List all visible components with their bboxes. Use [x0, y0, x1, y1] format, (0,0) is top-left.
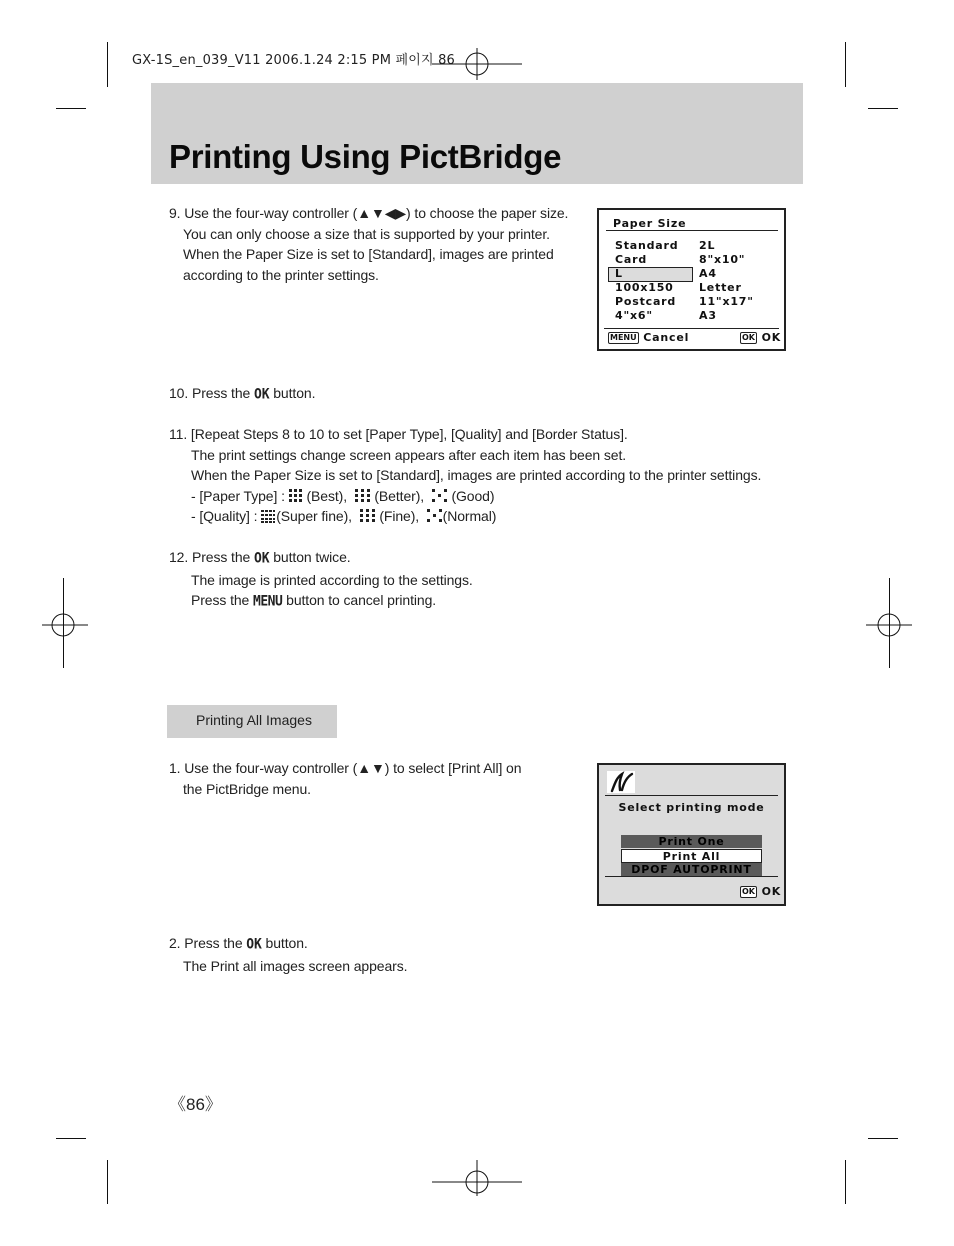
print-one-option[interactable]: Print One — [621, 835, 762, 848]
quality-good-icon — [432, 489, 448, 503]
print-all-step-1-line: the PictBridge menu. — [183, 780, 311, 797]
ok-control[interactable] — [740, 885, 781, 898]
paper-type-line — [169, 486, 761, 507]
paper-option[interactable]: Standard — [615, 239, 679, 252]
crop-mark — [107, 42, 108, 87]
page-number: 《86》 — [169, 1095, 222, 1114]
paper-option[interactable]: A4 — [699, 267, 717, 280]
print-all-step-2-line — [169, 933, 407, 956]
divider — [606, 230, 778, 231]
step-9-line: 9. Use the four-way controller (▲▼◀▶) to choose the paper size. — [169, 205, 569, 221]
step-12-text: button to cancel printing. — [282, 592, 437, 608]
step-10-text: button. — [269, 385, 316, 401]
print-slug: GX-1S_en_039_V11 2006.1.24 2:15 PM 페이지 86 — [132, 53, 456, 68]
printing-mode-screen — [597, 763, 786, 906]
step-10-text: 10. Press the — [169, 385, 254, 401]
paper-size-header: Paper Size — [613, 217, 687, 230]
dpof-autoprint-option[interactable]: DPOF AUTOPRINT — [621, 863, 762, 876]
select-mode-title: Select printing mode — [618, 801, 765, 814]
print-all-step-1-line: 1. Use the four-way controller (▲▼) to select [Print All] on — [169, 760, 522, 776]
crop-mark — [56, 1138, 86, 1139]
paper-option-selected[interactable]: L — [615, 267, 623, 280]
menu-button-icon: MENU — [610, 333, 637, 342]
print-all-step-2 — [169, 933, 407, 976]
cancel-control[interactable] — [608, 331, 689, 344]
step-12-line — [169, 547, 473, 570]
step-12-line — [169, 590, 473, 613]
step-11 — [169, 424, 761, 527]
quality-best-icon — [289, 489, 303, 503]
step-11-line: The print settings change screen appears after each item has been set. — [191, 446, 627, 463]
section-heading: Printing All Images — [196, 712, 312, 728]
pictbridge-logo-icon — [607, 771, 635, 793]
step-11-line: 11. [Repeat Steps 8 to 10 to set [Paper Type], [Quality] and [Border Status]. — [169, 426, 628, 442]
paper-option[interactable]: A3 — [699, 309, 717, 322]
registration-mark-left — [42, 603, 88, 649]
quality-fine-icon — [360, 509, 376, 523]
crop-mark — [845, 1160, 846, 1204]
step-12-text: 12. Press the — [169, 549, 254, 565]
ok-button-glyph: OK — [253, 550, 270, 567]
quality-normal-icon — [427, 509, 443, 523]
page-title: Printing Using PictBridge — [169, 138, 562, 175]
quality-better-icon — [355, 489, 371, 503]
menu-button-glyph: MENU — [253, 593, 283, 610]
crop-mark — [845, 42, 846, 87]
paper-size-screen — [597, 208, 786, 351]
paper-type-label: - [Paper Type] : — [191, 487, 285, 504]
step-12-line: The image is printed according to the settings. — [191, 571, 473, 588]
step-12-text: button twice. — [269, 549, 351, 565]
print-all-step-2-text: button. — [261, 935, 308, 951]
registration-mark-bottom — [432, 1160, 524, 1200]
fine-label: (Fine), — [379, 508, 420, 524]
step-9 — [169, 203, 568, 285]
print-all-step-2-text: 2. Press the — [169, 935, 247, 951]
divider — [605, 795, 778, 796]
superfine-label: (Super fine), — [276, 508, 352, 524]
ok-label: OK — [761, 885, 782, 898]
ok-button-glyph: OK — [246, 936, 262, 953]
step-10 — [169, 383, 315, 406]
paper-option[interactable]: 4"x6" — [615, 309, 653, 322]
paper-option[interactable]: 11"x17" — [699, 295, 754, 308]
ok-label: OK — [761, 331, 782, 344]
paper-option[interactable]: Letter — [699, 281, 742, 294]
print-all-step-1 — [169, 758, 521, 799]
step-9-line: according to the printer settings. — [183, 266, 379, 283]
quality-superfine-icon — [261, 509, 276, 523]
crop-mark — [56, 108, 86, 109]
best-label: (Best), — [306, 487, 347, 504]
step-11-line: When the Paper Size is set to [Standard], images are printed according to the printer settings. — [191, 467, 762, 483]
step-12-text: Press the — [191, 592, 254, 608]
ok-button-glyph: OK — [253, 386, 270, 403]
quality-line — [169, 506, 761, 527]
paper-option[interactable]: Card — [615, 253, 647, 266]
paper-option[interactable]: 8"x10" — [699, 253, 746, 266]
crop-mark — [868, 108, 898, 109]
step-9-line: You can only choose a size that is supported by your printer. — [183, 225, 550, 242]
normal-label: (Normal) — [442, 508, 497, 524]
paper-option[interactable]: 2L — [699, 239, 716, 252]
quality-label: - [Quality] : — [191, 508, 258, 524]
divider — [605, 876, 778, 877]
divider — [604, 328, 779, 329]
print-all-step-2-line: The Print all images screen appears. — [183, 957, 408, 974]
step-9-line: When the Paper Size is set to [Standard], images are printed — [183, 246, 554, 262]
paper-option[interactable]: Postcard — [615, 295, 677, 308]
crop-mark — [868, 1138, 898, 1139]
ok-control[interactable] — [740, 331, 781, 344]
print-all-option-selected[interactable]: Print All — [621, 849, 762, 863]
crop-mark — [107, 1160, 108, 1204]
ok-button-icon: OK — [742, 333, 755, 342]
good-label: (Good) — [451, 487, 495, 504]
better-label: (Better), — [374, 487, 425, 504]
paper-option[interactable]: 100x150 — [615, 281, 674, 294]
registration-mark-right — [866, 603, 912, 649]
step-12 — [169, 547, 473, 613]
ok-button-icon: OK — [742, 887, 755, 896]
cancel-label: Cancel — [643, 331, 690, 344]
